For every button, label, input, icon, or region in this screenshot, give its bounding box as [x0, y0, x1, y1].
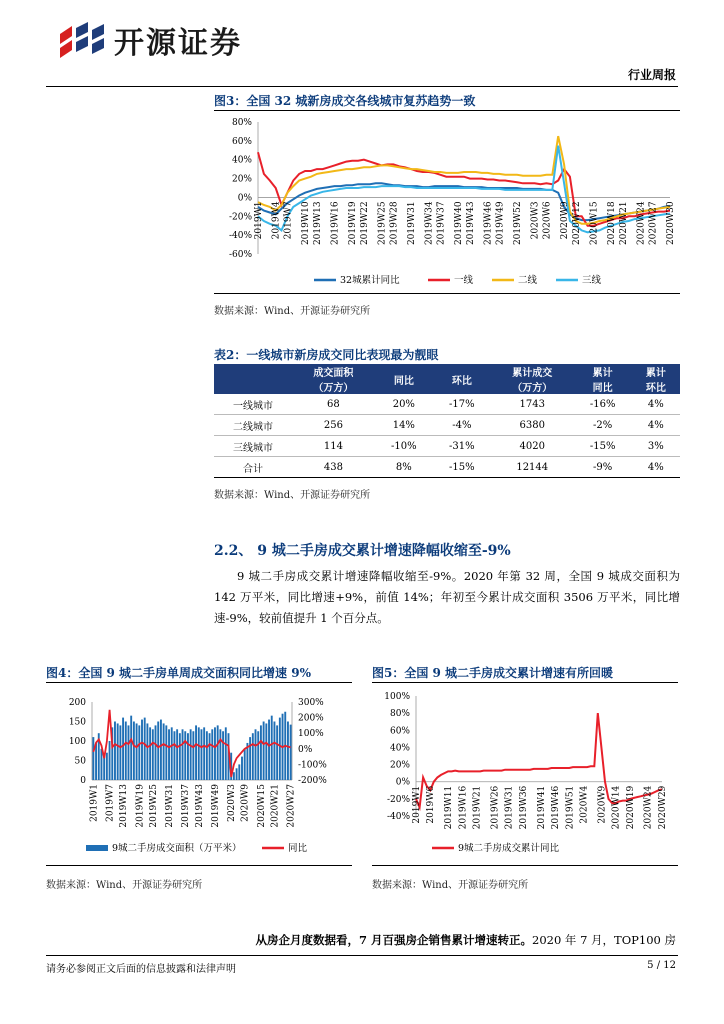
table2-header: 成交面积 （万方）	[292, 364, 375, 394]
x-tick-label: 2019W22	[359, 201, 370, 246]
table-cell: 1743	[491, 394, 574, 415]
bar	[117, 723, 119, 780]
x-tick-label: 2020W27	[648, 201, 659, 246]
figure5-bottom-divider	[372, 865, 678, 866]
table2-header: 同比	[375, 364, 433, 394]
bar	[198, 727, 200, 780]
x-tick-label: 2019W25	[148, 784, 159, 828]
bar	[203, 727, 205, 780]
bar	[144, 718, 146, 780]
table2-wrapper	[214, 364, 680, 478]
x-tick-label: 2020W30	[666, 201, 676, 246]
bar	[279, 718, 281, 780]
bar	[155, 725, 157, 780]
y-tick-label: 0	[80, 776, 86, 786]
x-tick-label: 2019W13	[119, 784, 130, 828]
bar	[133, 722, 135, 781]
y-tick-label: 40%	[389, 743, 410, 754]
x-tick-label: 2019W40	[454, 201, 465, 246]
y-right-tick-label: 200%	[298, 713, 324, 724]
table-cell: 12144	[491, 457, 574, 478]
figure5-chart	[372, 686, 678, 862]
bar	[263, 722, 265, 781]
x-tick-label: 2019W31	[165, 784, 176, 828]
bar	[195, 725, 197, 780]
table-cell: -17%	[433, 394, 491, 415]
bar	[103, 757, 105, 780]
logo-icon	[58, 22, 108, 62]
x-tick-label: 2020W24	[636, 201, 647, 246]
header-divider	[46, 86, 678, 87]
x-tick-label: 2020W27	[286, 784, 297, 828]
y-right-tick-label: -200%	[298, 776, 327, 786]
x-tick-label: 2019W34	[424, 201, 435, 246]
y-tick-label: 80%	[231, 118, 252, 128]
table-cell: -31%	[433, 436, 491, 457]
x-tick-label: 2019W49	[495, 201, 506, 246]
figure5-divider	[372, 682, 678, 683]
bar	[173, 731, 175, 780]
bar	[287, 722, 289, 781]
y-tick-label: 0%	[395, 777, 410, 788]
x-tick-label: 2020W29	[658, 785, 668, 830]
table-cell: 一线城市	[214, 394, 292, 415]
bar	[168, 729, 170, 780]
table-cell: -15%	[574, 436, 632, 457]
x-tick-label: 2020W15	[589, 201, 600, 246]
table-cell: 68	[292, 394, 375, 415]
bar	[217, 725, 219, 780]
y-tick-label: 200	[68, 698, 86, 708]
table-cell: -4%	[433, 415, 491, 436]
page-number: 5 / 12	[647, 960, 676, 971]
x-tick-label: 2020W21	[270, 784, 281, 828]
section-title: 2.2、 9 城二手房成交累计增速降幅收缩至-9%	[214, 543, 511, 559]
figure4-chart	[46, 686, 352, 862]
figure3-divider	[214, 110, 680, 111]
x-tick-label: 2019W31	[504, 785, 515, 830]
x-tick-label: 2019W52	[512, 201, 523, 246]
figure4-bottom-divider	[46, 865, 352, 866]
bar	[265, 723, 267, 780]
x-tick-label: 2019W46	[483, 201, 494, 246]
bar	[95, 743, 97, 780]
bar	[249, 737, 251, 780]
bar	[138, 725, 140, 780]
table-cell: 4020	[491, 436, 574, 457]
x-tick-label: 2019W19	[348, 201, 359, 246]
bar	[149, 727, 151, 780]
continuation-rest: 2020 年 7 月，TOP100 房	[532, 933, 676, 947]
table2-header: 累计 环比	[632, 364, 680, 394]
x-tick-label: 2019W37	[181, 784, 192, 828]
y-tick-label: -40%	[386, 812, 410, 822]
y-right-tick-label: -100%	[298, 760, 327, 771]
bar	[125, 722, 127, 781]
x-tick-label: 2020W9	[240, 784, 251, 822]
table-cell: 三线城市	[214, 436, 292, 457]
bar	[92, 737, 94, 780]
table-cell: 4%	[632, 415, 680, 436]
x-tick-label: 2019W28	[389, 201, 400, 246]
table-cell: 二线城市	[214, 415, 292, 436]
brand-name: 开源证券	[114, 26, 242, 61]
bar	[114, 722, 116, 781]
bar	[152, 729, 154, 780]
legend-label: 9城二手房成交累计同比	[458, 843, 560, 854]
x-tick-label: 2020W12	[571, 201, 582, 246]
bar	[176, 729, 178, 780]
continuation-bold: 从房企月度数据看，7 月百强房企销售累计增速转正。	[255, 933, 532, 947]
x-tick-label: 2019W7	[283, 201, 294, 240]
bar	[119, 725, 121, 780]
x-tick-label: 2020W19	[625, 785, 636, 830]
table2-header: 累计成交 （万方）	[491, 364, 574, 394]
bar	[122, 718, 124, 780]
y-tick-label: 60%	[389, 726, 410, 737]
x-tick-label: 2019W43	[194, 784, 205, 828]
bar	[109, 741, 111, 780]
x-tick-label: 2020W9	[560, 201, 571, 240]
bar	[206, 731, 208, 780]
bar	[219, 729, 221, 780]
table-cell: 6380	[491, 415, 574, 436]
x-tick-label: 2019W7	[105, 784, 116, 822]
table2-header: 累计 同比	[574, 364, 632, 394]
y-tick-label: 60%	[231, 136, 252, 147]
y-tick-label: -20%	[386, 794, 410, 805]
x-tick-label: 2019W31	[407, 201, 418, 246]
section-paragraph: 9 城二手房成交累计增速降幅收缩至-9%。2020 年第 32 周，全国 9 城成交面积为 142 万平米，同比增速+9%，前值 14%；年初至今累计成交面积 3506 万平米，同比增速-9%，较前值提升 1 个百分点。	[214, 569, 680, 625]
x-tick-label: 2020W24	[643, 785, 654, 830]
y-tick-label: 150	[68, 717, 86, 728]
bar	[244, 749, 246, 780]
legend-label: 同比	[288, 843, 308, 854]
x-tick-label: 2020W14	[611, 785, 622, 830]
continuation-text	[255, 932, 676, 948]
table-cell: -2%	[574, 415, 632, 436]
x-tick-label: 2019W4	[271, 201, 282, 240]
table-cell: -10%	[375, 436, 433, 457]
x-tick-label: 2019W19	[135, 784, 146, 828]
x-tick-label: 2019W46	[551, 785, 562, 830]
x-tick-label: 2020W6	[542, 201, 553, 240]
bar	[222, 731, 224, 780]
bar	[260, 725, 262, 780]
x-tick-label: 2020W4	[579, 785, 590, 824]
table-cell: -16%	[574, 394, 632, 415]
table-cell: 合计	[214, 457, 292, 478]
table2-header: 环比	[433, 364, 491, 394]
bar	[130, 716, 132, 780]
bar	[209, 733, 211, 780]
bar	[290, 725, 292, 780]
y-tick-label: -40%	[228, 231, 252, 242]
legend-label: 9城二手房成交面积（万平米）	[112, 843, 242, 854]
table-cell: 4%	[632, 394, 680, 415]
y-tick-label: 100	[68, 737, 86, 747]
bar	[136, 723, 138, 780]
figure3-title: 图3：全国 32 城新房成交各线城市复苏趋势一致	[214, 94, 476, 108]
bar	[257, 731, 259, 780]
bar	[101, 749, 103, 780]
table-cell: 3%	[632, 436, 680, 457]
x-tick-label: 2020W18	[607, 201, 618, 246]
bar	[211, 729, 213, 780]
table-cell: -15%	[433, 457, 491, 478]
bar	[165, 725, 167, 780]
bar	[146, 723, 148, 780]
bar	[179, 733, 181, 780]
table-cell: 114	[292, 436, 375, 457]
table2-title: 表2：一线城市新房成交同比表现最为靓眼	[214, 348, 439, 362]
x-tick-label: 2019W11	[444, 785, 455, 830]
x-tick-label: 2019W21	[472, 785, 483, 830]
bar	[184, 731, 186, 780]
table-cell: 438	[292, 457, 375, 478]
legend-label: 三线	[582, 275, 602, 286]
x-tick-label: 2019W26	[490, 785, 501, 830]
bar	[128, 725, 130, 780]
bar	[233, 772, 235, 780]
table-cell: 14%	[375, 415, 433, 436]
figure5-source: 数据来源：Wind、开源证券研究所	[372, 880, 529, 891]
bar	[190, 729, 192, 780]
y-tick-label: -60%	[228, 250, 252, 260]
footer-divider	[46, 955, 678, 956]
legend-label: 32城累计同比	[340, 275, 400, 286]
y-right-tick-label: 300%	[298, 698, 324, 708]
bar	[106, 753, 108, 780]
table2	[214, 364, 680, 478]
x-tick-label: 2019W13	[312, 201, 323, 246]
y-tick-label: 100%	[384, 692, 410, 702]
table2-source: 数据来源：Wind、开源证券研究所	[214, 490, 371, 501]
footer-disclaimer: 请务必参阅正文后面的信息披露和法律声明	[46, 964, 236, 975]
x-tick-label: 2019W37	[436, 201, 447, 246]
table-row	[214, 457, 680, 478]
table-row	[214, 394, 680, 415]
table-cell: -9%	[574, 457, 632, 478]
bar	[252, 733, 254, 780]
x-tick-label: 2019W1	[89, 784, 100, 822]
bar	[238, 764, 240, 780]
x-tick-label: 2020W3	[227, 784, 238, 822]
x-tick-label: 2019W43	[465, 201, 476, 246]
bar	[225, 727, 227, 780]
y-tick-label: 50	[74, 756, 86, 767]
figure5-title: 图5：全国 9 城二手房成交累计增速有所回暖	[372, 666, 614, 680]
x-tick-label: 2019W1	[412, 785, 422, 824]
bar	[255, 729, 257, 780]
table-cell: 8%	[375, 457, 433, 478]
x-tick-label: 2019W41	[536, 785, 547, 830]
bar	[214, 727, 216, 780]
bar	[236, 768, 238, 780]
bar	[201, 729, 203, 780]
table-cell: 256	[292, 415, 375, 436]
bar	[157, 722, 159, 781]
figure4-title: 图4：全国 9 城二手房单周成交面积同比增速 9%	[46, 666, 311, 680]
x-tick-label: 2019W49	[210, 784, 221, 828]
table-cell: 4%	[632, 457, 680, 478]
x-tick-label: 2019W16	[330, 201, 341, 246]
x-tick-label: 2020W21	[618, 201, 629, 246]
y-tick-label: 20%	[231, 174, 252, 185]
figure4-source: 数据来源：Wind、开源证券研究所	[46, 880, 203, 891]
x-tick-label: 2020W9	[597, 785, 608, 824]
x-tick-label: 2019W6	[426, 785, 437, 824]
report-type: 行业周报	[627, 68, 676, 82]
bar	[271, 716, 273, 780]
y-right-tick-label: 0%	[298, 744, 313, 755]
bar	[171, 727, 173, 780]
legend-swatch	[86, 845, 108, 851]
x-tick-label: 2019W10	[301, 201, 312, 246]
bar	[182, 729, 184, 780]
x-tick-label: 2019W25	[377, 201, 388, 246]
bar	[276, 725, 278, 780]
x-tick-label: 2019W1	[254, 201, 264, 240]
x-tick-label: 2020W15	[256, 784, 267, 828]
y-right-tick-label: 100%	[298, 729, 324, 740]
table-row	[214, 415, 680, 436]
y-tick-label: 0%	[237, 193, 252, 204]
table-row	[214, 436, 680, 457]
x-tick-label: 2019W16	[458, 785, 469, 830]
x-tick-label: 2020W3	[530, 201, 541, 240]
bar	[241, 757, 243, 780]
bar	[192, 731, 194, 780]
bar	[160, 720, 162, 780]
figure3-chart	[214, 112, 680, 292]
y-tick-label: 40%	[231, 155, 252, 166]
figure4-divider	[46, 682, 352, 683]
y-tick-label: 80%	[389, 709, 410, 720]
bar	[187, 733, 189, 780]
bar	[141, 720, 143, 780]
y-tick-label: 20%	[389, 760, 410, 771]
legend-label: 一线	[454, 275, 474, 286]
table-cell: 20%	[375, 394, 433, 415]
x-tick-label: 2019W51	[565, 785, 576, 830]
figure3-source: 数据来源：Wind、开源证券研究所	[214, 306, 371, 317]
y-tick-label: -20%	[228, 212, 252, 223]
bar	[163, 723, 165, 780]
figure3-bottom-divider	[214, 293, 680, 294]
x-tick-label: 2019W36	[518, 785, 529, 830]
bar	[268, 720, 270, 780]
legend-label: 二线	[518, 275, 538, 286]
bar	[273, 722, 275, 781]
